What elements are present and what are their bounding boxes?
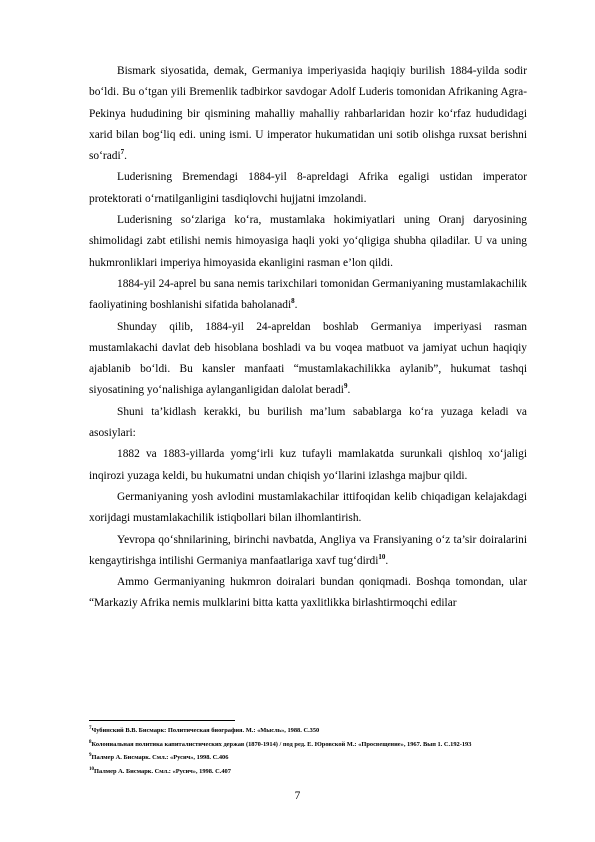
footnote-8: $^8$Колониальная политика капиталистических держав (1870-1914) / под ред. Е. Юровской М.: «Просвещение», 1967. Вып 1. С.192-193: [89, 739, 472, 748]
body-text: [89, 61, 527, 615]
paragraph-3: Luderisning so‘zlariga ko‘ra, mustamlaka hokimiyatlari uning Oranj daryosining shimolidagi zabt etilishi nemis himoyasiga haqli yoki yo‘qligiga shubha qiladilar. U va uning hukmronliklari imperiya himoyasida ekanligini rasman e’lon qildi.: [89, 214, 527, 269]
paragraph-9: Yevropa qo‘shnilarining, birinchi navbatda, Angliya va Fransiyaning o‘z ta’sir doiralarini kengaytirishga intilishi Germaniya manfaatlariga xavf tug‘dirdi$^{10}$.: [89, 533, 527, 567]
footnote-9: $^9$Палмер А. Бисмарк. Смл.: «Русич», 1998. С.406: [89, 752, 229, 761]
footnote-ref-9: 9: [343, 382, 348, 391]
page-number: 7: [294, 790, 301, 802]
paragraph-2: Luderisning Bremendagi 1884-yil 8-apreldagi Afrika egaligi ustidan imperator protektorati o‘rnatilganligini tasdiqlovchi hujjatni imzolandi.: [89, 171, 527, 205]
paragraph-4: 1884-yil 24-aprel bu sana nemis tarixchilari tomonidan Germaniyaning mustamlakachilik faoliyatining boshlanishi sifatida baholanadi$^8$.: [89, 277, 527, 312]
footnote-ref-10: 10: [378, 553, 386, 562]
footnote-ref-8: 8: [291, 297, 295, 306]
paragraph-7: 1882 va 1883-yillarda yomg‘irli kuz tufayli mamlakatda surunkali qishloq xo‘jaligi inqirozi yuzaga keldi, bu hukumatni undan chiqish yo‘llarini izlashga majbur qildi.: [89, 448, 527, 482]
paragraph-1: Bismark siyosatida, demak, Germaniya imperiyasida haqiqiy burilish 1884-yilda sodir bo‘ldi. Bu o‘tgan yili Bremenlik tadbirkor savdogar Adolf Luderis tomonidan Afrikaning Agra-Pekinya hududining bir qismining mahalliy mahalliy rahbarlaridan hozir ko‘rfaz hududidagi xarid bilan bog‘liq edi. uning ismi. U imperator hukumatidan uni sotib olishga ruxsat berishni so‘radi$^7$.: [89, 65, 527, 163]
paragraph-5: Shunday qilib, 1884-yil 24-apreldan boshlab Germaniya imperiyasi rasman mustamlakachi davlat deb hisoblana boshladi va bu voqea matbuot va jamiyat uchun haqiqiy ajablanib bo‘ldi. Bu kansler manfaati “mustamlakachilikka aylanib”, hukumat tashqi siyosatining yo‘nalishiga aylanganligidan dalolat beradi$^9$.: [89, 320, 527, 397]
footnote-divider: [89, 720, 235, 721]
paragraph-8: Germaniyaning yosh avlodini mustamlakachilar ittifoqidan kelib chiqadigan kelajakdagi xorijdagi mustamlakachilik istiqbollari bilan ilhomlantirish.: [89, 490, 527, 525]
footnote-10: $^{10}$Палмер А. Бисмарк. Смл.: «Русич», 1998. С.407: [89, 766, 231, 775]
footnotes: [89, 720, 527, 778]
footnote-7: $^7$Чубинский В.В. Бисмарк: Политическая биография. М.: «Мысль», 1988. С.350: [89, 725, 320, 734]
paragraph-10: Ammo Germaniyaning hukmron doiralari bundan qoniqmadi. Boshqa tomondan, ular “Markaziy Afrika nemis mulklarini bitta katta yaxlitlikka birlashtirmoqchi edilar: [89, 576, 527, 610]
footnote-ref-7: 7: [120, 148, 125, 157]
paragraph-6: Shuni ta’kidlash kerakki, bu burilish ma’lum sabablarga ko‘ra yuzaga keladi va asosiylari:: [89, 405, 527, 440]
